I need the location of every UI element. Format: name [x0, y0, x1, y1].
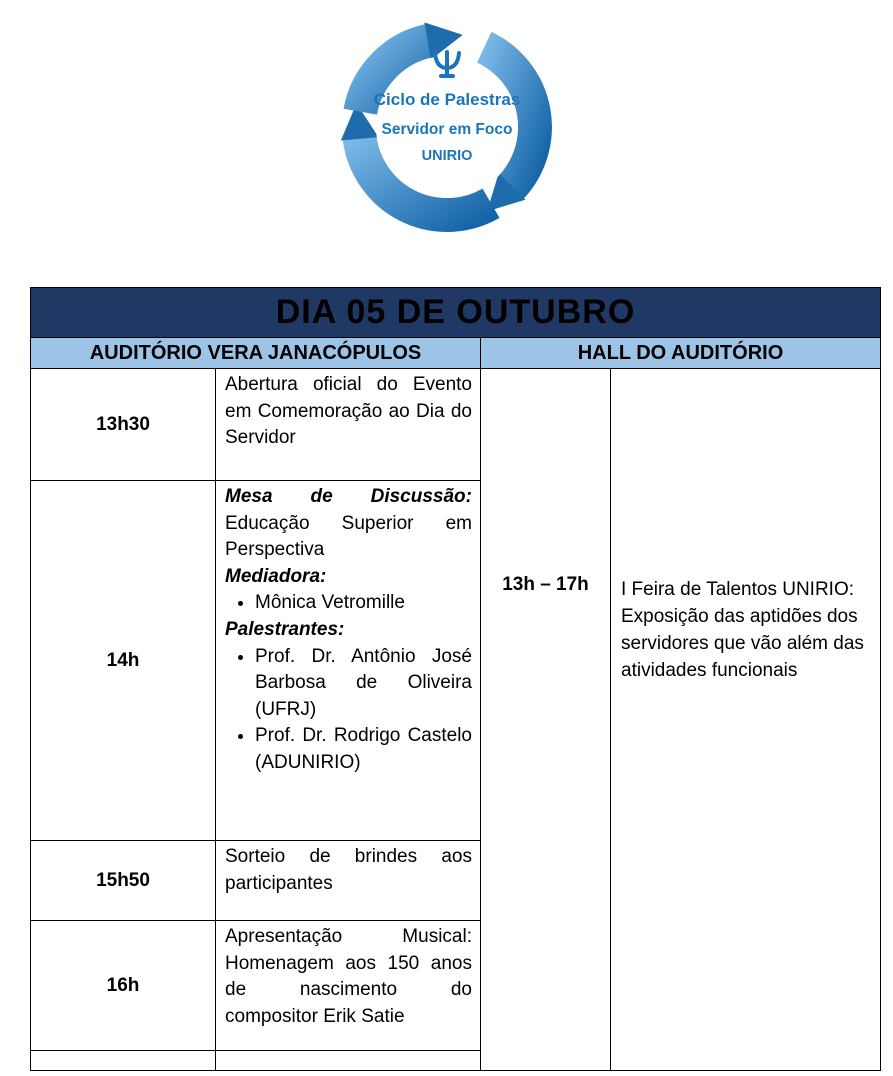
column-header-auditorio: AUDITÓRIO VERA JANACÓPULOS — [31, 338, 481, 369]
time-cell-hall: 13h – 17h — [481, 369, 611, 1071]
schedule-table — [30, 287, 881, 1071]
bullet-item-palestrante2: • Prof. Dr. Rodrigo Castelo (ADUNIRIO) — [255, 723, 472, 776]
bullet-item-palestrante1: • Prof. Dr. Antônio José Barbosa de Oliveira (UFRJ) — [255, 644, 472, 724]
time-cell-16h: 16h — [31, 921, 216, 1051]
event-logo — [321, 8, 573, 242]
palestrantes-label: Palestrantes: — [225, 618, 345, 640]
time-cell-14h: 14h — [31, 481, 216, 841]
description-text: Apresentação Musical: Homenagem aos 150 anos de nascimento do compositor Erik Satie — [225, 926, 472, 1027]
mediadora-list — [225, 590, 472, 617]
description-cell-hall — [611, 369, 881, 1071]
mediadora-label: Mediadora: — [225, 565, 327, 587]
description-cell-mesa — [216, 481, 481, 841]
time-cell-13h30: 13h30 — [31, 369, 216, 481]
description-cell-apresentacao — [216, 921, 481, 1051]
mesa-label: Mesa de Discussão: — [225, 486, 472, 507]
logo-title-line1: Ciclo de Palestras — [373, 90, 520, 109]
empty-cell — [31, 1051, 216, 1071]
time-cell-15h50: 15h50 — [31, 841, 216, 921]
description-text: Sorteio de brindes aos participantes — [225, 846, 472, 894]
description-text: I Feira de Talentos UNIRIO: Exposição das aptidões dos servidores que vão além das atividades funcionais — [621, 579, 864, 681]
description-text: Abertura oficial do Evento em Comemoração ao Dia do Servidor — [225, 374, 472, 449]
column-header-hall: HALL DO AUDITÓRIO — [481, 338, 881, 369]
logo-title-line3: UNIRIO — [421, 148, 472, 164]
logo-title-line2: Servidor em Foco — [381, 121, 512, 138]
description-cell-sorteio — [216, 841, 481, 921]
day-title: DIA 05 DE OUTUBRO — [31, 288, 881, 338]
mesa-topic: Educação Superior em Perspectiva — [225, 512, 472, 561]
description-cell-abertura — [216, 369, 481, 481]
logo-graphic — [321, 8, 573, 242]
empty-cell — [216, 1051, 481, 1071]
bullet-item-mediadora: • Mônica Vetromille — [255, 590, 472, 617]
palestrantes-list — [225, 644, 472, 777]
